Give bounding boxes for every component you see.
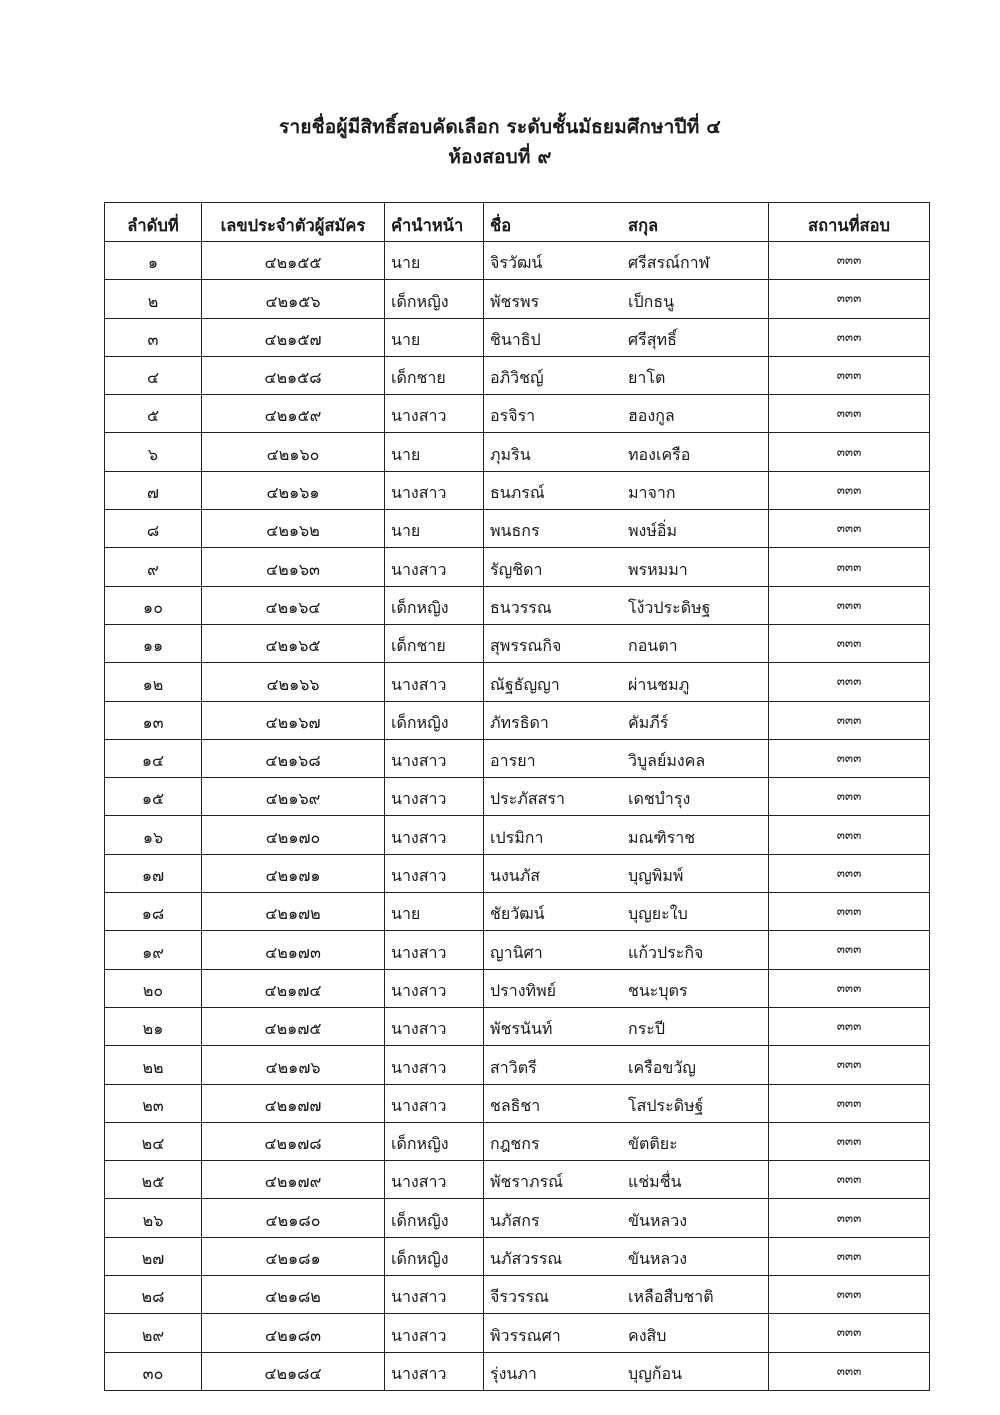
cell-exam-site: ๓๓๓ <box>769 854 930 892</box>
cell-prefix: นางสาว <box>385 1161 484 1199</box>
cell-seq: ๒๔ <box>105 1122 202 1160</box>
cell-exam-site: ๓๓๓ <box>769 1276 930 1314</box>
table-row <box>105 1352 930 1390</box>
cell-first-name: ภัทรธิดา <box>484 701 629 739</box>
cell-applicant-id: ๔๒๑๖๙ <box>202 778 385 816</box>
cell-prefix: นางสาว <box>385 1314 484 1352</box>
cell-surname: พรหมมา <box>628 548 769 586</box>
cell-prefix: นางสาว <box>385 395 484 433</box>
cell-applicant-id: ๔๒๑๖๑ <box>202 471 385 509</box>
table-row <box>105 548 930 586</box>
cell-surname: เดชบำรุง <box>628 778 769 816</box>
cell-seq: ๑๙ <box>105 931 202 969</box>
header-surname: สกุล <box>628 203 769 242</box>
cell-seq: ๔ <box>105 356 202 394</box>
table-row <box>105 242 930 280</box>
cell-surname: ศรีสุทธิ์ <box>628 318 769 356</box>
cell-surname: ทองเครือ <box>628 433 769 471</box>
cell-exam-site: ๓๓๓ <box>769 931 930 969</box>
cell-first-name: ชลธิชา <box>484 1084 629 1122</box>
cell-prefix: นางสาว <box>385 1084 484 1122</box>
cell-applicant-id: ๔๒๑๖๔ <box>202 586 385 624</box>
cell-first-name: ประภัสสรา <box>484 778 629 816</box>
cell-exam-site: ๓๓๓ <box>769 969 930 1007</box>
cell-first-name: ณัฐธัญญา <box>484 663 629 701</box>
header-exam-site: สถานที่สอบ <box>769 203 930 242</box>
cell-applicant-id: ๔๒๑๕๗ <box>202 318 385 356</box>
cell-first-name: อภิวิชญ์ <box>484 356 629 394</box>
cell-first-name: อารยา <box>484 739 629 777</box>
cell-surname: แก้วประกิจ <box>628 931 769 969</box>
cell-seq: ๒๘ <box>105 1276 202 1314</box>
cell-prefix: นางสาว <box>385 816 484 854</box>
table-row <box>105 471 930 509</box>
cell-surname: ยาโต <box>628 356 769 394</box>
table-header-row <box>105 203 930 242</box>
cell-seq: ๑๓ <box>105 701 202 739</box>
cell-prefix: เด็กหญิง <box>385 1237 484 1275</box>
cell-applicant-id: ๔๒๑๘๐ <box>202 1199 385 1237</box>
cell-prefix: นางสาว <box>385 778 484 816</box>
cell-first-name: นภัสกร <box>484 1199 629 1237</box>
header-first-name: ชื่อ <box>484 203 629 242</box>
cell-surname: ชนะบุตร <box>628 969 769 1007</box>
cell-exam-site: ๓๓๓ <box>769 1046 930 1084</box>
cell-prefix: นางสาว <box>385 739 484 777</box>
cell-surname: บุญยะใบ <box>628 893 769 931</box>
table-row <box>105 1199 930 1237</box>
cell-exam-site: ๓๓๓ <box>769 893 930 931</box>
cell-applicant-id: ๔๒๑๖๒ <box>202 510 385 548</box>
cell-surname: แช่มชื่น <box>628 1161 769 1199</box>
cell-seq: ๒๗ <box>105 1237 202 1275</box>
cell-first-name: ชัยวัฒน์ <box>484 893 629 931</box>
table-row <box>105 395 930 433</box>
cell-seq: ๗ <box>105 471 202 509</box>
cell-first-name: ธนวรรณ <box>484 586 629 624</box>
table-row <box>105 969 930 1007</box>
table-row <box>105 586 930 624</box>
table-row <box>105 356 930 394</box>
table-row <box>105 1007 930 1045</box>
cell-applicant-id: ๔๒๑๖๗ <box>202 701 385 739</box>
cell-exam-site: ๓๓๓ <box>769 701 930 739</box>
cell-seq: ๒๒ <box>105 1046 202 1084</box>
cell-seq: ๓ <box>105 318 202 356</box>
table-row <box>105 816 930 854</box>
cell-prefix: เด็กหญิง <box>385 701 484 739</box>
table-row <box>105 1276 930 1314</box>
cell-prefix: เด็กชาย <box>385 624 484 662</box>
cell-surname: บุญก้อน <box>628 1352 769 1390</box>
cell-prefix: เด็กหญิง <box>385 1199 484 1237</box>
cell-applicant-id: ๔๒๑๕๘ <box>202 356 385 394</box>
cell-surname: ขัตติยะ <box>628 1122 769 1160</box>
cell-surname: มณฑิราช <box>628 816 769 854</box>
exam-room-subtitle: ห้องสอบที่ ๙ <box>448 146 552 168</box>
cell-applicant-id: ๔๒๑๘๓ <box>202 1314 385 1352</box>
cell-first-name: ปรางทิพย์ <box>484 969 629 1007</box>
cell-exam-site: ๓๓๓ <box>769 510 930 548</box>
cell-surname: บุญพิมพ์ <box>628 854 769 892</box>
table-row <box>105 1084 930 1122</box>
cell-applicant-id: ๔๒๑๕๖ <box>202 280 385 318</box>
cell-applicant-id: ๔๒๑๘๒ <box>202 1276 385 1314</box>
cell-seq: ๕ <box>105 395 202 433</box>
cell-exam-site: ๓๓๓ <box>769 1084 930 1122</box>
cell-prefix: นาย <box>385 893 484 931</box>
cell-applicant-id: ๔๒๑๗๓ <box>202 931 385 969</box>
cell-surname: เหลือสืบชาติ <box>628 1276 769 1314</box>
cell-first-name: รัญชิดา <box>484 548 629 586</box>
cell-applicant-id: ๔๒๑๖๘ <box>202 739 385 777</box>
table-row <box>105 1122 930 1160</box>
cell-seq: ๑๑ <box>105 624 202 662</box>
cell-exam-site: ๓๓๓ <box>769 1199 930 1237</box>
cell-surname: ฮองกูล <box>628 395 769 433</box>
cell-prefix: นางสาว <box>385 1007 484 1045</box>
cell-first-name: กฎชกร <box>484 1122 629 1160</box>
cell-surname: มาจาก <box>628 471 769 509</box>
cell-seq: ๒๑ <box>105 1007 202 1045</box>
cell-seq: ๒ <box>105 280 202 318</box>
table-row <box>105 1237 930 1275</box>
cell-exam-site: ๓๓๓ <box>769 624 930 662</box>
cell-exam-site: ๓๓๓ <box>769 433 930 471</box>
cell-surname: ศรีสรณ์กาฬ <box>628 242 769 280</box>
cell-prefix: นาย <box>385 242 484 280</box>
cell-surname: ผ่านชมภู <box>628 663 769 701</box>
cell-seq: ๑๔ <box>105 739 202 777</box>
cell-prefix: นาย <box>385 318 484 356</box>
cell-exam-site: ๓๓๓ <box>769 395 930 433</box>
cell-exam-site: ๓๓๓ <box>769 1007 930 1045</box>
table-row <box>105 624 930 662</box>
cell-first-name: ธนภรณ์ <box>484 471 629 509</box>
cell-seq: ๑๖ <box>105 816 202 854</box>
cell-applicant-id: ๔๒๑๗๗ <box>202 1084 385 1122</box>
cell-seq: ๒๐ <box>105 969 202 1007</box>
cell-prefix: เด็กหญิง <box>385 1122 484 1160</box>
table-row <box>105 1314 930 1352</box>
table-row <box>105 739 930 777</box>
cell-seq: ๒๓ <box>105 1084 202 1122</box>
cell-first-name: นงนภัส <box>484 854 629 892</box>
cell-exam-site: ๓๓๓ <box>769 663 930 701</box>
cell-surname: โสประดิษฐ์ <box>628 1084 769 1122</box>
table-row <box>105 280 930 318</box>
cell-prefix: นางสาว <box>385 1352 484 1390</box>
cell-applicant-id: ๔๒๑๖๕ <box>202 624 385 662</box>
cell-first-name: ภุมริน <box>484 433 629 471</box>
cell-first-name: อรจิรา <box>484 395 629 433</box>
cell-exam-site: ๓๓๓ <box>769 1237 930 1275</box>
table-row <box>105 318 930 356</box>
cell-seq: ๑๐ <box>105 586 202 624</box>
table-row <box>105 1161 930 1199</box>
cell-exam-site: ๓๓๓ <box>769 1352 930 1390</box>
cell-exam-site: ๓๓๓ <box>769 586 930 624</box>
table-body <box>105 242 930 1391</box>
cell-prefix: นางสาว <box>385 969 484 1007</box>
cell-first-name: สาวิตรี <box>484 1046 629 1084</box>
cell-exam-site: ๓๓๓ <box>769 1161 930 1199</box>
cell-exam-site: ๓๓๓ <box>769 778 930 816</box>
cell-applicant-id: ๔๒๑๗๐ <box>202 816 385 854</box>
cell-surname: ขันหลวง <box>628 1237 769 1275</box>
cell-first-name: ชินาธิป <box>484 318 629 356</box>
cell-applicant-id: ๔๒๑๘๑ <box>202 1237 385 1275</box>
table-row <box>105 510 930 548</box>
cell-first-name: รุ่งนภา <box>484 1352 629 1390</box>
cell-applicant-id: ๔๒๑๕๙ <box>202 395 385 433</box>
cell-exam-site: ๓๓๓ <box>769 1314 930 1352</box>
cell-exam-site: ๓๓๓ <box>769 356 930 394</box>
cell-prefix: นางสาว <box>385 931 484 969</box>
cell-prefix: นางสาว <box>385 548 484 586</box>
eligible-candidates-table <box>104 202 930 1391</box>
cell-surname: ขันหลวง <box>628 1199 769 1237</box>
cell-first-name: จีรวรรณ <box>484 1276 629 1314</box>
cell-surname: คัมภีร์ <box>628 701 769 739</box>
table-row <box>105 778 930 816</box>
cell-first-name: จิรวัฒน์ <box>484 242 629 280</box>
table-row <box>105 931 930 969</box>
cell-exam-site: ๓๓๓ <box>769 1122 930 1160</box>
cell-applicant-id: ๔๒๑๗๑ <box>202 854 385 892</box>
header-applicant-id: เลขประจำตัวผู้สมัคร <box>202 203 385 242</box>
cell-exam-site: ๓๓๓ <box>769 548 930 586</box>
cell-applicant-id: ๔๒๑๗๙ <box>202 1161 385 1199</box>
cell-seq: ๑๕ <box>105 778 202 816</box>
cell-seq: ๑๒ <box>105 663 202 701</box>
cell-first-name: นภัสวรรณ <box>484 1237 629 1275</box>
cell-exam-site: ๓๓๓ <box>769 318 930 356</box>
cell-seq: ๒๙ <box>105 1314 202 1352</box>
cell-applicant-id: ๔๒๑๕๕ <box>202 242 385 280</box>
cell-prefix: นางสาว <box>385 854 484 892</box>
cell-first-name: สุพรรณกิจ <box>484 624 629 662</box>
cell-prefix: นางสาว <box>385 663 484 701</box>
cell-first-name: พนธกร <box>484 510 629 548</box>
cell-seq: ๓๐ <box>105 1352 202 1390</box>
cell-applicant-id: ๔๒๑๖๐ <box>202 433 385 471</box>
cell-exam-site: ๓๓๓ <box>769 280 930 318</box>
cell-first-name: ญานิศา <box>484 931 629 969</box>
cell-exam-site: ๓๓๓ <box>769 816 930 854</box>
cell-seq: ๘ <box>105 510 202 548</box>
cell-seq: ๑๗ <box>105 854 202 892</box>
cell-prefix: เด็กชาย <box>385 356 484 394</box>
cell-applicant-id: ๔๒๑๖๖ <box>202 663 385 701</box>
header-seq: ลำดับที่ <box>105 203 202 242</box>
cell-seq: ๙ <box>105 548 202 586</box>
cell-seq: ๒๖ <box>105 1199 202 1237</box>
document-header <box>0 112 1000 172</box>
cell-applicant-id: ๔๒๑๗๖ <box>202 1046 385 1084</box>
cell-applicant-id: ๔๒๑๗๕ <box>202 1007 385 1045</box>
cell-prefix: นางสาว <box>385 471 484 509</box>
cell-exam-site: ๓๓๓ <box>769 471 930 509</box>
cell-prefix: นาย <box>385 433 484 471</box>
cell-applicant-id: ๔๒๑๗๔ <box>202 969 385 1007</box>
header-prefix: คำนำหน้า <box>385 203 484 242</box>
cell-applicant-id: ๔๒๑๘๔ <box>202 1352 385 1390</box>
cell-applicant-id: ๔๒๑๗๒ <box>202 893 385 931</box>
table-row <box>105 701 930 739</box>
cell-exam-site: ๓๓๓ <box>769 242 930 280</box>
cell-seq: ๒๕ <box>105 1161 202 1199</box>
cell-applicant-id: ๔๒๑๗๘ <box>202 1122 385 1160</box>
cell-surname: กระปี <box>628 1007 769 1045</box>
cell-surname: วิบูลย์มงคล <box>628 739 769 777</box>
table-row <box>105 1046 930 1084</box>
cell-surname: เครือขวัญ <box>628 1046 769 1084</box>
cell-seq: ๑ <box>105 242 202 280</box>
table-row <box>105 854 930 892</box>
cell-seq: ๑๘ <box>105 893 202 931</box>
cell-prefix: เด็กหญิง <box>385 586 484 624</box>
cell-prefix: นางสาว <box>385 1276 484 1314</box>
cell-surname: คงสิบ <box>628 1314 769 1352</box>
cell-surname: โง้วประดิษฐ <box>628 586 769 624</box>
table-row <box>105 663 930 701</box>
document-title: รายชื่อผู้มีสิทธิ์สอบคัดเลือก ระดับชั้นมัธยมศึกษาปีที่ ๔ <box>279 116 721 138</box>
cell-first-name: พัชราภรณ์ <box>484 1161 629 1199</box>
cell-applicant-id: ๔๒๑๖๓ <box>202 548 385 586</box>
cell-surname: พงษ์อิ่ม <box>628 510 769 548</box>
cell-first-name: พัชรนันท์ <box>484 1007 629 1045</box>
cell-prefix: นางสาว <box>385 1046 484 1084</box>
cell-surname: กอนตา <box>628 624 769 662</box>
cell-prefix: นาย <box>385 510 484 548</box>
cell-first-name: พัชรพร <box>484 280 629 318</box>
cell-first-name: เปรมิกา <box>484 816 629 854</box>
cell-first-name: พิวรรณศา <box>484 1314 629 1352</box>
table-row <box>105 433 930 471</box>
cell-exam-site: ๓๓๓ <box>769 739 930 777</box>
cell-prefix: เด็กหญิง <box>385 280 484 318</box>
cell-seq: ๖ <box>105 433 202 471</box>
cell-surname: เป็กธนู <box>628 280 769 318</box>
table-row <box>105 893 930 931</box>
